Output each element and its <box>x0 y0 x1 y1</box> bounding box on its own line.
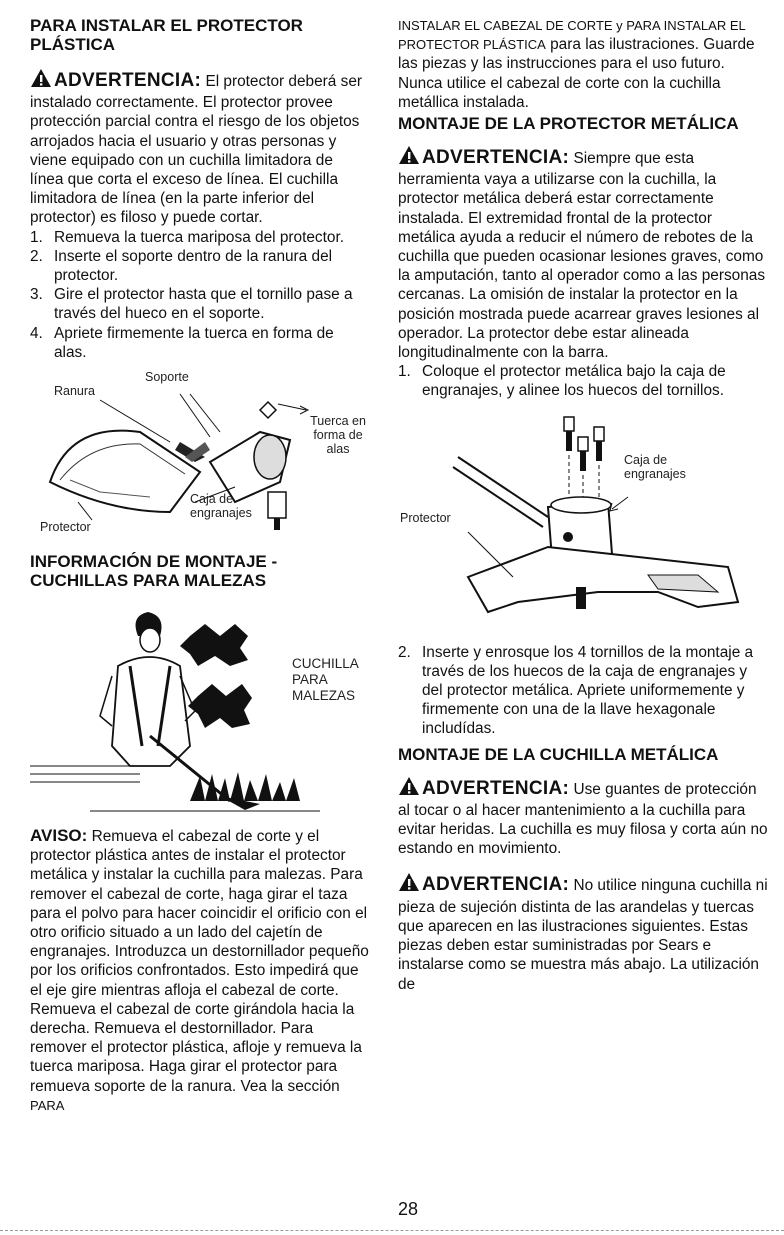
continued-caps: INSTALAR EL CABEZAL DE CORTE y PARA INSTALAR EL PROTECTOR PLÁSTICA <box>398 18 746 53</box>
step-item <box>398 362 770 400</box>
label-caja: Caja de engranajes <box>190 492 252 521</box>
figure-plastic-guard <box>30 362 370 538</box>
warning-paragraph <box>398 776 770 859</box>
figure-metal-guard <box>398 407 770 637</box>
label-protector: Protector <box>40 520 91 535</box>
warning-text: No utilice ninguna cuchilla ni pieza de sujeción distinta de las arandelas y tuercas que aparecen en las ilustraciones siguientes. Estas piezas deben estar suministradas por Sears e instalarse como se muestra más abajo. La utilización de <box>398 877 768 993</box>
step-text: Inserte y enrosque los 4 tornillos de la montaje a través de los huecos de la caja de engranajes y del protector metálica. Apriete uniformemente y firmemente con una de la llave hexagonale includídas. <box>422 643 754 738</box>
left-column <box>30 16 370 1115</box>
label-caja-engranajes: Caja de engranajes <box>624 452 686 481</box>
warning-paragraph <box>398 872 770 993</box>
step-number: 3. <box>30 286 43 304</box>
step-text: Apriete firmemente la tuerca en forma de alas. <box>54 324 334 361</box>
step-number: 4. <box>30 324 43 342</box>
label-tuerca: Tuerca en forma de alas <box>310 414 366 457</box>
warning-text: El protector deberá ser instalado correctamente. El protector provee protección parcial contra el riesgo de los objetos arrojados hacia el usuario y otras personas y viene equipado con un cuchilla limitadora de línea que corta el exceso de línea. El cuchilla limitadora de línea (en la parte inferior del protector) es filoso y puede cortar. <box>30 73 363 227</box>
notice-text: Remueva el cabezal de corte y el protector plástica antes de instalar el protector metálica y instalar la cuchilla para malezas. Para remover el cabezal de corte, haga girar el taza para el polvo para hacer coincidir el orificio con el otro orificio situado a un lado del cajetín de engranajes. Introduzca un destornillador pequeño por los orificios confrontados. Esto impedirá que el eje gire mientras afloja el cabezal de corte. Remueva el cabezal de corte girándola hacia la derecha. Remueva el destornillador. Para remover el protector plástica, afloje y remueva la tuerca mariposa. Haga girar el protector para remueva soporte de la ranura. Vea la sección <box>30 828 369 1095</box>
notice-paragraph <box>30 826 370 1115</box>
warning-triangle-icon <box>398 872 420 897</box>
warning-paragraph <box>30 68 370 228</box>
step-text: Remueva la tuerca mariposa del protector. <box>54 228 345 246</box>
step-text: Gire el protector hasta que el tornillo pase a través del hueco en el soporte. <box>54 286 353 323</box>
page-number: 28 <box>398 1199 419 1219</box>
metal-guard-illustration <box>398 407 770 637</box>
steps-list <box>30 228 370 362</box>
label-brush-blade: CUCHILLA PARA MALEZAS <box>292 656 359 704</box>
label-soporte: Soporte <box>145 370 189 385</box>
label-protector-metal: Protector <box>400 510 451 525</box>
warning-title: ADVERTENCIA: <box>422 874 570 896</box>
step-number: 2. <box>398 643 411 661</box>
step-item <box>30 285 370 323</box>
step-item <box>30 324 370 362</box>
warning-triangle-icon <box>398 776 420 801</box>
figure-brush-blade <box>30 596 370 816</box>
step-text: Inserte el soporte dentro de la ranura del protector. <box>54 247 333 285</box>
step-number: 2. <box>30 247 43 265</box>
notice-title: AVISO: <box>30 826 88 846</box>
section-heading-plastic-guard: PARA INSTALAR EL PROTECTOR PLÁSTICA <box>30 16 303 54</box>
operator-illustration <box>30 596 370 816</box>
warning-title: ADVERTENCIA: <box>422 147 570 169</box>
step-item <box>30 247 370 285</box>
section-heading-metal-guard: MONTAJE DE LA PROTECTOR METÁLICA <box>398 114 739 134</box>
step-number: 1. <box>30 228 43 246</box>
warning-paragraph <box>398 145 770 362</box>
continued-text: para las ilustraciones. Guarde las piezas y las instrucciones para el uso futuro. Nunca utilice el cabezal de corte con la cuchilla metállica instalada. <box>398 36 755 111</box>
step-number: 1. <box>398 363 411 381</box>
warning-text: Siempre que esta herramienta vaya a utilizarse con la cuchilla, la protector metálica deberá estar correctamente instalada. El extremidad frontal de la protector metálica ayuda a reducir el número de rebotes de la cuchilla que pueden ocasionar lesiones graves, como la amputación, tanto al operador como a las personas cercanas. La omisión de instalar la protector en la posición mostrada puede acarrear graves lesiones al operador. La protector debe estar alineada longitudinalmente con la barra. <box>398 150 766 362</box>
steps-list <box>398 643 770 739</box>
warning-title: ADVERTENCIA: <box>422 777 570 799</box>
page-bottom-rule <box>0 1230 784 1231</box>
warning-text: Use guantes de protección al tocar o al hacer mantenimiento a la cuchilla para evitar heridas. La cuchilla es muy filosa y corta aún no estando en movimiento. <box>398 780 768 858</box>
continued-paragraph <box>398 16 770 112</box>
warning-title: ADVERTENCIA: <box>54 70 202 91</box>
section-heading-metal-blade: MONTAJE DE LA CUCHILLA METÁLICA <box>398 744 719 764</box>
right-column <box>398 16 770 994</box>
section-heading-brush-blades: INFORMACIÓN DE MONTAJE - CUCHILLAS PARA MALEZAS <box>30 552 278 591</box>
label-ranura: Ranura <box>54 384 95 399</box>
step-text: Coloque el protector metálica bajo la caja de engranajes, y alinee los huecos del tornillos. <box>422 363 726 400</box>
step-item <box>30 228 370 247</box>
step-item <box>398 643 770 739</box>
warning-triangle-icon <box>30 68 52 93</box>
notice-tail: PARA <box>30 1097 65 1113</box>
warning-triangle-icon <box>398 145 420 170</box>
steps-list <box>398 362 770 400</box>
